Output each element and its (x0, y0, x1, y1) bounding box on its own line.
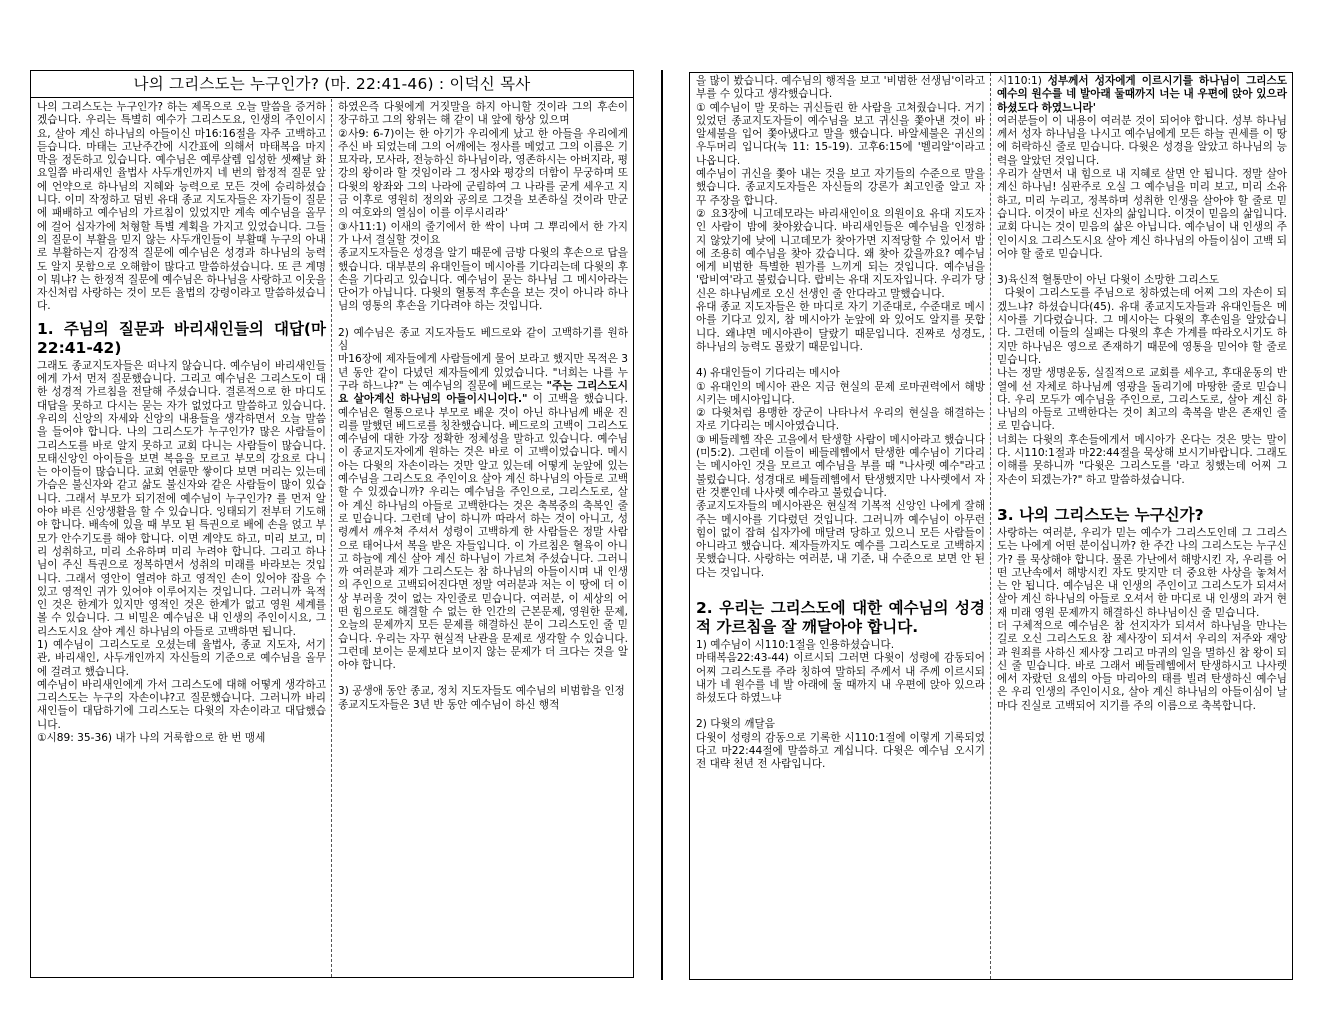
paragraph-text: 시110:1) (997, 75, 1048, 87)
paragraph (997, 168, 1291, 261)
paragraph-text: 마태복음22:43-44) 이르시되 그러면 다윗이 성령에 감동되어 어찌 그리스도를 주라 칭하여 말하되 주께서 내 주께 이르시되 내가 네 원수를 네 발 아래에 둘 때까지 내 우편에 앉아 있으라 하셨도다 하였느냐 (696, 652, 989, 705)
column-1 (31, 99, 332, 977)
paragraph (696, 367, 985, 380)
bold-quote: 성부께서 성자에게 이르시기를 하나님이 그리스도 예수의 원수를 네 발아래 둘때까지 너는 내 우편에 앉아 있으라 하셨도다 하였느니라' (997, 75, 1291, 114)
paragraph (696, 500, 989, 580)
paragraph (338, 699, 628, 712)
paragraph-text: ①시89: 35-36) 내가 나의 거룩함으로 한 번 맹세 (37, 732, 266, 745)
paragraph (338, 127, 632, 221)
paragraph-text: 나의 그리스도는 누구인가? 하는 제목으로 오늘 말씀을 증거하겠습니다. 우리는 특별히 예수가 그리스도요, 인생의 주인이시요, 살아 계신 하나님의 아들이신 마16:16절을 자주 고백하고 듣습니다. 마태는 고난주간에 시간표에 의해서 마태복음 마지막을 정돈하고 있습니다. 예수님은 예루살렘 입성한 셋째날 화요일쯤 바리새인 율법사 사두개인까지 네 번의 함정적 질문 앞에 언약으로 하나님의 지혜와 능력으로 모든 것에 승리하셨습니다. 이미 작정하고 덤빈 유대 종교 지도자들은 자기들이 질문에 패배하고 예수님의 가르침이 있었지만 계속 예수님을 올무에 걸어 십자가에 처형할 특별 계획을 가지고 있었습니다. 그들의 질문이 부활을 믿지 않는 사두개인들이 부활때 누구의 아내로 부활하는지 감정적 질문에 예수님은 성경과 하나님의 능력도 알지 못함으로 오해함이 많다고 말씀하셨습니다. 또 큰 계명이 뭐냐? 는 한정적 질문에 예수님은 하나님을 사랑하고 이웃을 자신처럼 사랑하는 것이 모든 율법의 강령이라고 말씀하셨습니다. (37, 101, 330, 313)
paragraph (997, 433, 1291, 487)
paragraph (696, 407, 989, 434)
paragraph (338, 101, 632, 128)
paragraph-text: 3)육신적 혈통만이 아닌 다윗이 소망한 그리스도 (997, 274, 1220, 287)
paragraph (37, 101, 330, 314)
paragraph (997, 287, 1291, 367)
paragraph-text: 너희는 다윗의 후손들에게서 메시아가 온다는 것은 맞는 말이다. 시110:1절과 마22:44절을 묵상해 보시기바랍니다. 그래도 이해를 못하니까 "다윗은 그리스도를 '라고 칭했는데 어찌 그 자손이 되겠는가?" 하고 말씀하셨습니다. (997, 433, 1291, 486)
paragraph-text: ②사9: 6-7)이는 한 아기가 우리에게 났고 한 아들을 우리에게 주신 바 되었는데 그의 어깨에는 정사를 메었고 그의 이름은 기묘자라, 모사라, 전능하신 하나님이라, 영존하시는 아버지라, 평강의 왕이라 할 것임이라 그 정사와 평강의 더함이 무궁하며 또 다윗의 왕좌와 그의 나라에 군림하여 그 나라를 굳게 세우고 지금 이후로 영원히 정의와 공의로 그것을 보존하실 것이라 만군의 여호와의 열심이 이를 이루시리라' (338, 127, 632, 220)
paragraph-text: ① 유대인의 메시아 관은 지금 현실의 문제 로마권력에서 해방시키는 메시아입니다. (696, 380, 985, 406)
paragraph (997, 274, 1287, 287)
bulletin-page-left (30, 70, 634, 978)
page-fold-divider (661, 70, 663, 980)
paragraph (338, 685, 628, 698)
paragraph (696, 301, 989, 354)
paragraph-spacer (696, 705, 985, 718)
paragraph-text: 2) 다윗의 깨달음 (696, 718, 776, 731)
bulletin-page-right (689, 72, 1293, 980)
paragraph (696, 718, 985, 731)
paragraph-text: 여러분들이 이 내용이 여러분 것이 되어야 합니다. 성부 하나님께서 성자 하나님을 나시고 예수님에게 모든 하늘 권세를 이 땅에 허락하신 줄로 믿습니다. 다윗은 성경을 알았고 하나님의 능력을 알았던 것입니다. (997, 114, 1287, 167)
paragraph-text: 나는 정말 생명운동, 실질적으로 교회를 세우고, 후대운동의 반열에 선 자체로 하나님께 영광을 돌리기에 마땅한 줄로 믿습니다. 우리 모두가 예수님을 주인으로, 그리스도로, 살아 계신 하나님의 아들로 고백한다는 것이 최고의 축복을 받은 존재인 줄로 믿습니다. (997, 367, 1287, 433)
paragraph-text: 종교지도자들은 3년 반 동안 예수님이 하신 행적 (338, 698, 560, 711)
paragraph (997, 115, 1287, 168)
paragraph-text: 다윗이 그리스도를 주님으로 칭하였는데 어찌 그의 자손이 되겠느냐? 하셨습니다(45). 유대 종교지도자들과 유대인들은 메시아를 기다렸습니다. 그 메시아는 다윗의 후손임을 알았습니다. 그런데 이들의 실패는 다윗의 후손 가계를 따라오시기도 하지만 하나님은 영으로 존재하기 때문에 영통을 믿어야 할 줄로 믿습니다. (997, 287, 1291, 366)
paragraph-text: 예수님이 바리새인에게 가서 그리스도에 대해 어떻게 생각하고 그리스도는 누구의 자손이냐?고 질문했습니다. 그러니까 바리새인들이 대답하기에 그리스도는 다윗의 자손이라고 대답했습니다. (37, 678, 330, 731)
paragraph-text: 1) 예수님이 그리스도로 오셨는데 율법사, 종교 지도자, 서기관, 바리새인, 사두개인까지 자신들의 기준으로 예수님을 올무에 걸려고 했습니다. (37, 638, 326, 678)
section-heading: 3. 나의 그리스도는 누구신가? (997, 505, 1204, 524)
paragraph-text: 더 구체적으로 예수님은 참 선지자가 되셔서 하나님을 만나는 길로 오신 그리스도요 참 제사장이 되셔서 우리의 저주와 재앙과 원죄를 사하신 제사장 그리고 마귀의 일을 멸하신 참 왕이 되신 줄 믿습니다. 바로 그래서 베들레헴에서 탄생하시고 나사렛에서 자랐던 요셉의 아들 마리아의 태를 빌려 탄생하신 예수님은 우리 인생의 주인이시요, 살아 계신 하나님의 아들이심이 날마다 진실로 고백되어 지기를 주의 이름으로 축복합니다. (997, 619, 1291, 712)
paragraph-text: 예수님이 귀신을 쫓아 내는 것을 보고 자기들의 수준으로 말을 했습니다. 종교지도자들은 자신들의 강론가 최고인줄 알고 자꾸 주장을 합니다. (696, 168, 989, 207)
paragraph-text: 종교지도자들은 성경을 알기 때문에 금방 다윗의 후손으로 답을 했습니다. 대부분의 유대인들이 메시아를 기다리는데 다윗의 후손을 기다리고 있습니다. 예수님이 묻는 하나님 그 메시아라는 단어가 아닙니다. 다윗의 혈통적 후손을 보는 것이 아니라 하나님의 영통의 후손을 기다려야 하는 것입니다. (338, 247, 632, 313)
section-heading: 1. 주님의 질문과 바리새인들의 대답(마 22:41-42) (37, 319, 326, 357)
paragraph-text: 하였은즉 다윗에게 거짓말을 하지 아니할 것이라 그의 후손이 장구하고 그의 왕위는 해 같이 내 앞에 항상 있으며 (338, 101, 632, 127)
paragraph-text: 그래도 종교지도자들은 떠나지 않습니다. 예수님이 바리새인들에게 가서 먼저 질문했습니다. 그리고 예수님은 그리스도이 대한 성경적 가르침을 전달해 주셨습니다. 결론적으로 한 마디도 대답을 못하고 다시는 묻는 자가 없었다고 말씀하고 있습니다. 우리의 신앙의 자세와 신앙의 내용들을 생각하면서 오늘 말씀을 들어야 합니다. 나의 그리스도가 누구인가? 많은 사람들이 그리스도를 바로 알지 못하고 교회 다니는 사람들이 많습니다. 모태신앙인 아이들을 보면 복음을 모르고 부모의 강요로 다니는 아이들이 많습니다. 교회 연륜만 쌓이다 보면 머리는 있는데 가슴은 불신자와 같고 삶도 불신자와 같은 사람들이 많이 있습니다. 그래서 부모가 되기전에 예수님이 누구인가? 를 먼저 알아야 바른 신앙생활을 할 수 있습니다. 잉태되기 전부터 기도해야 합니다. 배속에 있을 때 부모 된 특권으로 배에 손을 얹고 부모가 안수기도를 해야 합니다. 이면 계약도 하고, 미리 보고, 미리 성취하고, 미리 소유하며 미리 누려야 합니다. 그리고 하나님이 주신 특권으로 정복하면서 성취의 미래를 바라보는 것입니다. 그래서 영안이 열려야 하고 영적인 손이 있어야 잡을 수 있고 영적인 귀가 있어야 이루어지는 것입니다. 그러니까 육적인 것은 한계가 있지만 영적인 것은 한계가 없고 영원 세계를 볼 수 있습니다. 그 비밀은 예수님은 내 인생의 주인이시요, 그리스도시요 살아 계신 하나님의 아들로 고백하면 됩니다. (37, 359, 330, 638)
paragraph (37, 639, 326, 679)
paragraph-text: 다윗이 성령의 감동으로 기록한 시110:1절에 이렇게 기록되었다고 마22:44절에 말씀하고 계십니다. 다윗은 예수님 오시기전 대략 천년 전 사람입니다. (696, 731, 985, 771)
paragraph-text: 사랑하는 여러분, 우리가 믿는 예수가 그리스도인데 그 그리스도는 나에게 어떤 분이십니까? 한 주간 나의 그리스도는 누구신가? 를 묵상해야 합니다. 물론 가난에서 해방시킨 자, 우리를 어떤 고난속에서 해방시킨 자도 맞지만 더 중요한 사상을 놓쳐서는 안 됩니다. 예수님은 내 인생의 주인이고 그리스도가 되셔서 살아 계신 하나님의 아들로 오셔서 한 마디로 내 인생의 과거 현재 미래 영원 문제까지 해결하신 하나님이신 줄 믿습니다. (997, 526, 1291, 619)
paragraph-spacer (696, 580, 985, 593)
column-3 (690, 73, 991, 979)
paragraph (37, 359, 330, 639)
paragraph (696, 207, 989, 301)
paragraph-text: 1) 예수님이 시110:1절을 인용하셨습니다. (696, 638, 895, 651)
paragraph (696, 639, 985, 652)
paragraph-tail: 이 고백을 했습니다. 예수님은 혈통으로나 부모로 배운 것이 아닌 하나님께 배운 진리를 말했던 베드로를 칭찬했습니다. 베드로의 고백이 그리스도 예수님에 대한 가장 정확한 정체성을 말하고 있습니다. 예수님이 종교지도자에게 원하는 것은 바로 이 고백이었습니다. 메시아는 다윗의 자손이라는 것만 알고 있는데 어떻게 눈앞에 있는 예수님을 그리스도요 주인이요 살아 계신 하나님의 아들로 고백할 수 있겠습니까? 우리는 예수님을 주인으로, 그리스도로, 살아 계신 하나님의 아들로 고백한다는 것은 축복중의 축복인 줄로 믿습니다. 그런데 남이 하니까 따라서 하는 것이 아니고, 성령께서 깨우쳐 주셔서 성령이 고백하게 한 사람들은 정말 사람으로 태어나서 복을 받은 자들입니다. 이 가르침은 혈육이 아니고 하늘에 계신 살아 계신 하나님이 가르쳐 주셨습니다. 그러니까 여러분과 제가 그리스도는 참 하나님의 아들이시며 내 인생의 주인으로 고백되어진다면 정말 여러분과 저는 이 땅에 더 이상 부러울 것이 없는 자인줄로 믿습니다. 여러분, 이 세상의 어떤 힘으로도 해결할 수 없는 한 인간의 근본문제, 영원한 문제, 오늘의 문제까지 모든 문제를 해결하신 분이 그리스도인 줄 믿습니다. 우리는 자꾸 현실적 난관을 문제로 생각할 수 있습니다. 그런데 보이는 문제보다 보이지 않는 문제가 더 크다는 것을 알아야 합니다. (338, 393, 632, 672)
paragraph (338, 353, 632, 672)
paragraph (696, 433, 989, 500)
paragraph (696, 732, 985, 772)
bold-quote: "주는 그리스도시요 살아계신 하나님의 아들이시니이다." (338, 379, 628, 406)
paragraph (696, 381, 985, 408)
paragraph-text: ① 예수님이 말 못하는 귀신들린 한 사람을 고쳐줬습니다. 거기 있었던 종교지도자들이 예수님을 보고 귀신을 쫓아낸 것이 바알세불을 입어 쫓아냈다고 말을 했습니다. 바알세불은 귀신의 우두머리 입니다(눅 11: 15-19). 고후6:15에 '벨리알'이라고 나옵니다. (696, 101, 989, 167)
paragraph-spacer (338, 672, 628, 685)
paragraph-spacer (997, 261, 1287, 274)
sermon-title: 나의 그리스도는 누구인가? (마. 22:41-46) : 이덕신 목사 (31, 71, 633, 98)
paragraph (37, 732, 326, 745)
paragraph (696, 652, 989, 705)
column-4 (991, 73, 1292, 979)
paragraph-text: 마16장에 제자들에게 사람들에게 물어 보라고 했지만 목적은 3년 동안 같이 다녔던 제자들에게 있었습니다. "너희는 나를 누구라 하느냐?" 는 예수님의 질문에 베드로는 (338, 353, 628, 392)
paragraph-text: 우리가 살면서 내 힘으로 내 지혜로 살면 안 됩니다. 정말 살아 계신 하나님! 심판주로 오실 그 예수님을 미리 보고, 미리 소유하고, 미리 누리고, 정복하며 성취한 인생을 살아야 할 줄로 믿습니다. 이것이 바로 신자의 삶입니다. 이것이 믿음의 삶입니다. 교회 다니는 것이 믿음의 삶은 아닙니다. 예수님이 내 인생의 주인이시요 그리스도시요 살아 계신 하나님의 아들이심이 고백 되어야 할 줄로 믿습니다. (997, 168, 1291, 260)
paragraph (997, 367, 1287, 433)
paragraph-text: 을 많이 봤습니다. 예수님의 행적을 보고 '비범한 선생님'이라고 부를 수 있다고 생각했습니다. (696, 75, 989, 101)
paragraph-spacer (997, 487, 1287, 500)
column-2 (332, 99, 633, 977)
paragraph (997, 526, 1291, 620)
paragraph (338, 221, 628, 248)
paragraph (997, 619, 1291, 713)
paragraph-text: 3) 공생애 동안 종교, 정치 지도자들도 예수님의 비범함을 인정 (338, 685, 625, 698)
paragraph (37, 678, 330, 732)
paragraph-spacer (338, 314, 628, 327)
paragraph-text: ② 요3장에 니고데모라는 바리새인이요 의원이요 유대 지도자인 사람이 밤에 찾아왔습니다. 바리새인들은 예수님을 인정하지 않았기에 낮에 니고데모가 찾아가면 지적당할 수 있어서 밤에 조용히 예수님을 찾아 갔습니다. 왜 찾아 갔을까요? 예수님에게 비범한 특별한 뭔가를 느끼게 되는 것입니다. 예수님을 '랍비여'라고 불렀습니다. 랍비는 유대 지도자입니다. 우리가 당신은 하나님께로 오신 선생인 줄 안다라고 말했습니다. (696, 207, 989, 300)
paragraph (696, 168, 989, 208)
paragraph (997, 75, 1291, 115)
paragraph-text: 2) 예수님은 종교 지도자들도 베드로와 같이 고백하기를 원하심 (338, 326, 628, 353)
paragraph-text: 종교지도자들의 메시아관은 현실적 기복적 신앙인 나에게 잘해주는 메시아를 기다렸던 것입니다. 그러니까 예수님이 아무런 힘이 없이 잡혀 십자가에 매달려 당하고 있으니 모든 사람들이 아니라고 했습니다. 제자들까지도 예수를 그리스도로 고백하지 못했습니다. 사랑하는 여러분, 내 기준, 내 수준으로 보면 안 된다는 것입니다. (696, 500, 989, 579)
paragraph-text: ② 다윗처럼 용맹한 장군이 나타나서 우리의 현실을 해결하는 자로 기다리는 메시아였습니다. (696, 407, 989, 433)
paragraph-text: ③사11:1) 이새의 줄기에서 한 싹이 나며 그 뿌리에서 한 가지가 나서 결실할 것이요 (338, 220, 628, 246)
paragraph (338, 247, 632, 313)
paragraph-text: ③ 베들레헴 작은 고을에서 탄생할 사람이 메시아라고 했습니다(미5:2). 그런데 이들이 베들레헴에서 탄생한 예수님이 기다리는 메시아인 것을 모르고 예수님을 부를 때 "나사렛 예수"라고 불렀습니다. 성경대로 베들레헴에서 탄생했지만 나사렛에서 자란 것뿐인데 나사렛 예수라고 불렀습니다. (696, 433, 989, 499)
paragraph (696, 101, 989, 168)
paragraph-text: 유대 종교 지도자들은 한 마디로 자기 기준대로, 수준대로 메시아를 기다고 있지, 참 메시아가 눈앞에 와 있어도 알지를 못합니다. 왜냐면 메시아관이 달랐기 때문입니다. 진짜로 성경도, 하나님의 능력도 몰랐기 때문입니다. (696, 301, 989, 353)
paragraph-spacer (696, 354, 985, 367)
paragraph (338, 327, 628, 354)
paragraph (696, 75, 989, 102)
section-heading: 2. 우리는 그리스도에 대한 예수님의 성경적 가르침을 잘 깨달아야 합니다. (696, 598, 985, 636)
paragraph-text: 4) 유대인들이 기다리는 메시아 (696, 367, 840, 380)
